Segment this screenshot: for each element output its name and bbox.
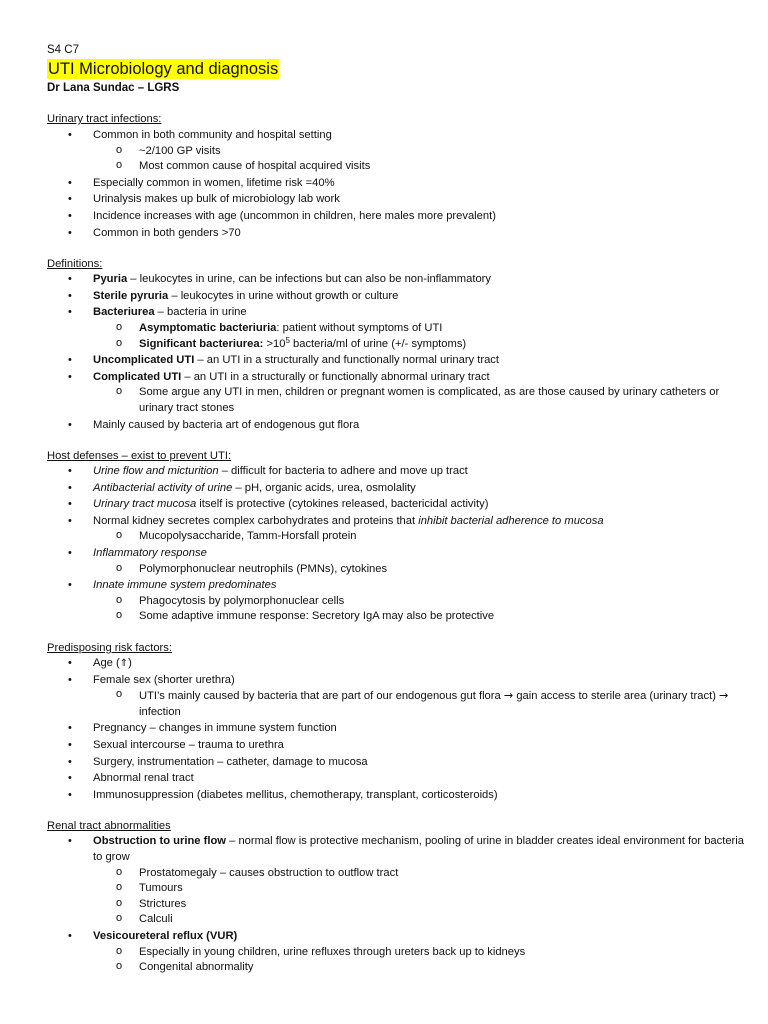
- list-item: • Sterile pyruria – leukocytes in urine without growth or culture: [47, 289, 748, 305]
- sub-list-item: o Most common cause of hospital acquired visits: [93, 159, 748, 175]
- list-item: • Complicated UTI – an UTI in a structurally or functionally abnormal urinary tract o Some argue any UTI in men, children or pregnant women is complicated, as are those caused by urinary catheters or urinary tract stones: [47, 370, 748, 417]
- sub-list: [93, 866, 748, 928]
- page-title: UTI Microbiology and diagnosis: [48, 60, 279, 78]
- list-item: • Sexual intercourse – trauma to urethra: [47, 738, 748, 754]
- sub-list-item: o Calculi: [93, 912, 748, 928]
- definitions-list: [47, 272, 748, 433]
- list-item: • Bacteriurea – bacteria in urine o Asymptomatic bacteriuria: patient without symptoms of UTI o Significant bacteriurea: $>10^5$ bacteria/ml of urine (+/- symptoms): [47, 305, 748, 352]
- sub-list-item: o Polymorphonuclear neutrophils (PMNs), cytokines: [93, 562, 748, 578]
- section-risk-factors: [47, 640, 748, 803]
- sub-list: [93, 562, 748, 578]
- section-uti: [47, 111, 748, 241]
- list-item: • Abnormal renal tract: [47, 771, 748, 787]
- sub-list: [93, 945, 748, 976]
- list-item: • Uncomplicated UTI – an UTI in a structurally and functionally normal urinary tract: [47, 353, 748, 369]
- list-item: • Inflammatory response o Polymorphonuclear neutrophils (PMNs), cytokines: [47, 546, 748, 577]
- list-item: • Innate immune system predominates o Phagocytosis by polymorphonuclear cells o Some adaptive immune response: Secretory IgA may also be protective: [47, 578, 748, 625]
- list-item: • Mainly caused by bacteria art of endogenous gut flora: [47, 418, 748, 434]
- arrow-right-icon: →: [503, 689, 514, 703]
- sub-list-item: o Tumours: [93, 881, 748, 897]
- sub-list-item: o Asymptomatic bacteriuria: patient without symptoms of UTI: [93, 321, 748, 337]
- section-host-defenses: [47, 448, 748, 625]
- arrow-right-icon: →: [719, 689, 729, 703]
- sub-list-item: o Phagocytosis by polymorphonuclear cells: [93, 594, 748, 610]
- sub-list-item: o Congenital abnormality: [93, 960, 748, 976]
- sub-list-item: o Mucopolysaccharide, Tamm-Horsfall protein: [93, 529, 748, 545]
- author-line: Dr Lana Sundac – LGRS: [47, 82, 180, 94]
- sub-list-item: o Some adaptive immune response: Secretory IgA may also be protective: [93, 609, 748, 625]
- sub-list: [93, 529, 748, 545]
- section-heading-definitions: Definitions:: [47, 258, 103, 271]
- sub-list-item: o Significant bacteriurea: $>10^5$ bacteria/ml of urine (+/- symptoms): [93, 337, 748, 353]
- list-item: • Antibacterial activity of urine – pH, organic acids, urea, osmolality: [47, 481, 748, 497]
- list-item: • Common in both genders >70: [47, 226, 748, 242]
- sub-list: [93, 321, 748, 352]
- sub-list-item: o Especially in young children, urine refluxes through ureters back up to kidneys: [93, 945, 748, 961]
- document-page: [47, 42, 748, 976]
- list-item: • Pyuria – leukocytes in urine, can be infections but can also be non-inflammatory: [47, 272, 748, 288]
- list-item: • Age (⇑): [47, 656, 748, 672]
- section-heading-risk: Predisposing risk factors:: [47, 642, 172, 655]
- list-item: • Especially common in women, lifetime risk =40%: [47, 176, 748, 192]
- list-item: • Vesicoureteral reflux (VUR) o Especially in young children, urine refluxes through ureters back up to kidneys o Congenital abnormality: [47, 929, 748, 976]
- list-item: • Urinalysis makes up bulk of microbiology lab work: [47, 192, 748, 208]
- host-list: [47, 464, 748, 625]
- list-item: • Surgery, instrumentation – catheter, damage to mucosa: [47, 755, 748, 771]
- list-item: • Urinary tract mucosa itself is protective (cytokines released, bactericidal activity): [47, 497, 748, 513]
- list-item: • Obstruction to urine flow – normal flow is protective mechanism, pooling of urine in bladder creates ideal environment for bacteria to grow o Prostatomegaly – causes obstruction to outflow tract o Tumours o Strictures o Calculi: [47, 834, 748, 928]
- renal-list: [47, 834, 748, 975]
- sub-list-item: o Prostatomegaly – causes obstruction to outflow tract: [93, 866, 748, 882]
- sub-list: [93, 594, 748, 625]
- course-code: S4 C7: [47, 44, 79, 56]
- risk-list: [47, 656, 748, 803]
- section-heading-uti: Urinary tract infections:: [47, 113, 162, 125]
- list-item: • Female sex (shorter urethra) o UTI’s mainly caused by bacteria that are part of our endogenous gut flora → gain access to sterile area (urinary tract) → infection: [47, 673, 748, 721]
- list-item: • Normal kidney secretes complex carbohydrates and proteins that inhibit bacterial adherence to mucosa o Mucopolysaccharide, Tamm-Horsfall protein: [47, 514, 748, 545]
- section-renal: [47, 818, 748, 975]
- list-item: • Common in both community and hospital setting o ~2/100 GP visits o Most common cause of hospital acquired visits: [47, 128, 748, 175]
- sub-list-item: o UTI’s mainly caused by bacteria that are part of our endogenous gut flora → gain access to sterile area (urinary tract) → infection: [93, 688, 748, 720]
- uti-list: [47, 128, 748, 241]
- section-heading-host: Host defenses – exist to prevent UTI:: [47, 450, 232, 463]
- sub-list: [93, 688, 748, 720]
- list-item: • Pregnancy – changes in immune system function: [47, 721, 748, 737]
- sub-list: [93, 144, 748, 175]
- list-item: • Urine flow and micturition – difficult for bacteria to adhere and move up tract: [47, 464, 748, 480]
- sub-list-item: o Strictures: [93, 897, 748, 913]
- sub-list-item: o ~2/100 GP visits: [93, 144, 748, 160]
- increase-arrow-icon: ⇑: [119, 658, 129, 670]
- list-item: • Immunosuppression (diabetes mellitus, chemotherapy, transplant, corticosteroids): [47, 788, 748, 804]
- section-heading-renal: Renal tract abnormalities: [47, 820, 171, 833]
- sub-list: [93, 385, 748, 416]
- sub-list-item: o Some argue any UTI in men, children or pregnant women is complicated, as are those caused by urinary catheters or urinary tract stones: [93, 385, 748, 416]
- section-definitions: [47, 256, 748, 433]
- list-item: • Incidence increases with age (uncommon in children, here males more prevalent): [47, 209, 748, 225]
